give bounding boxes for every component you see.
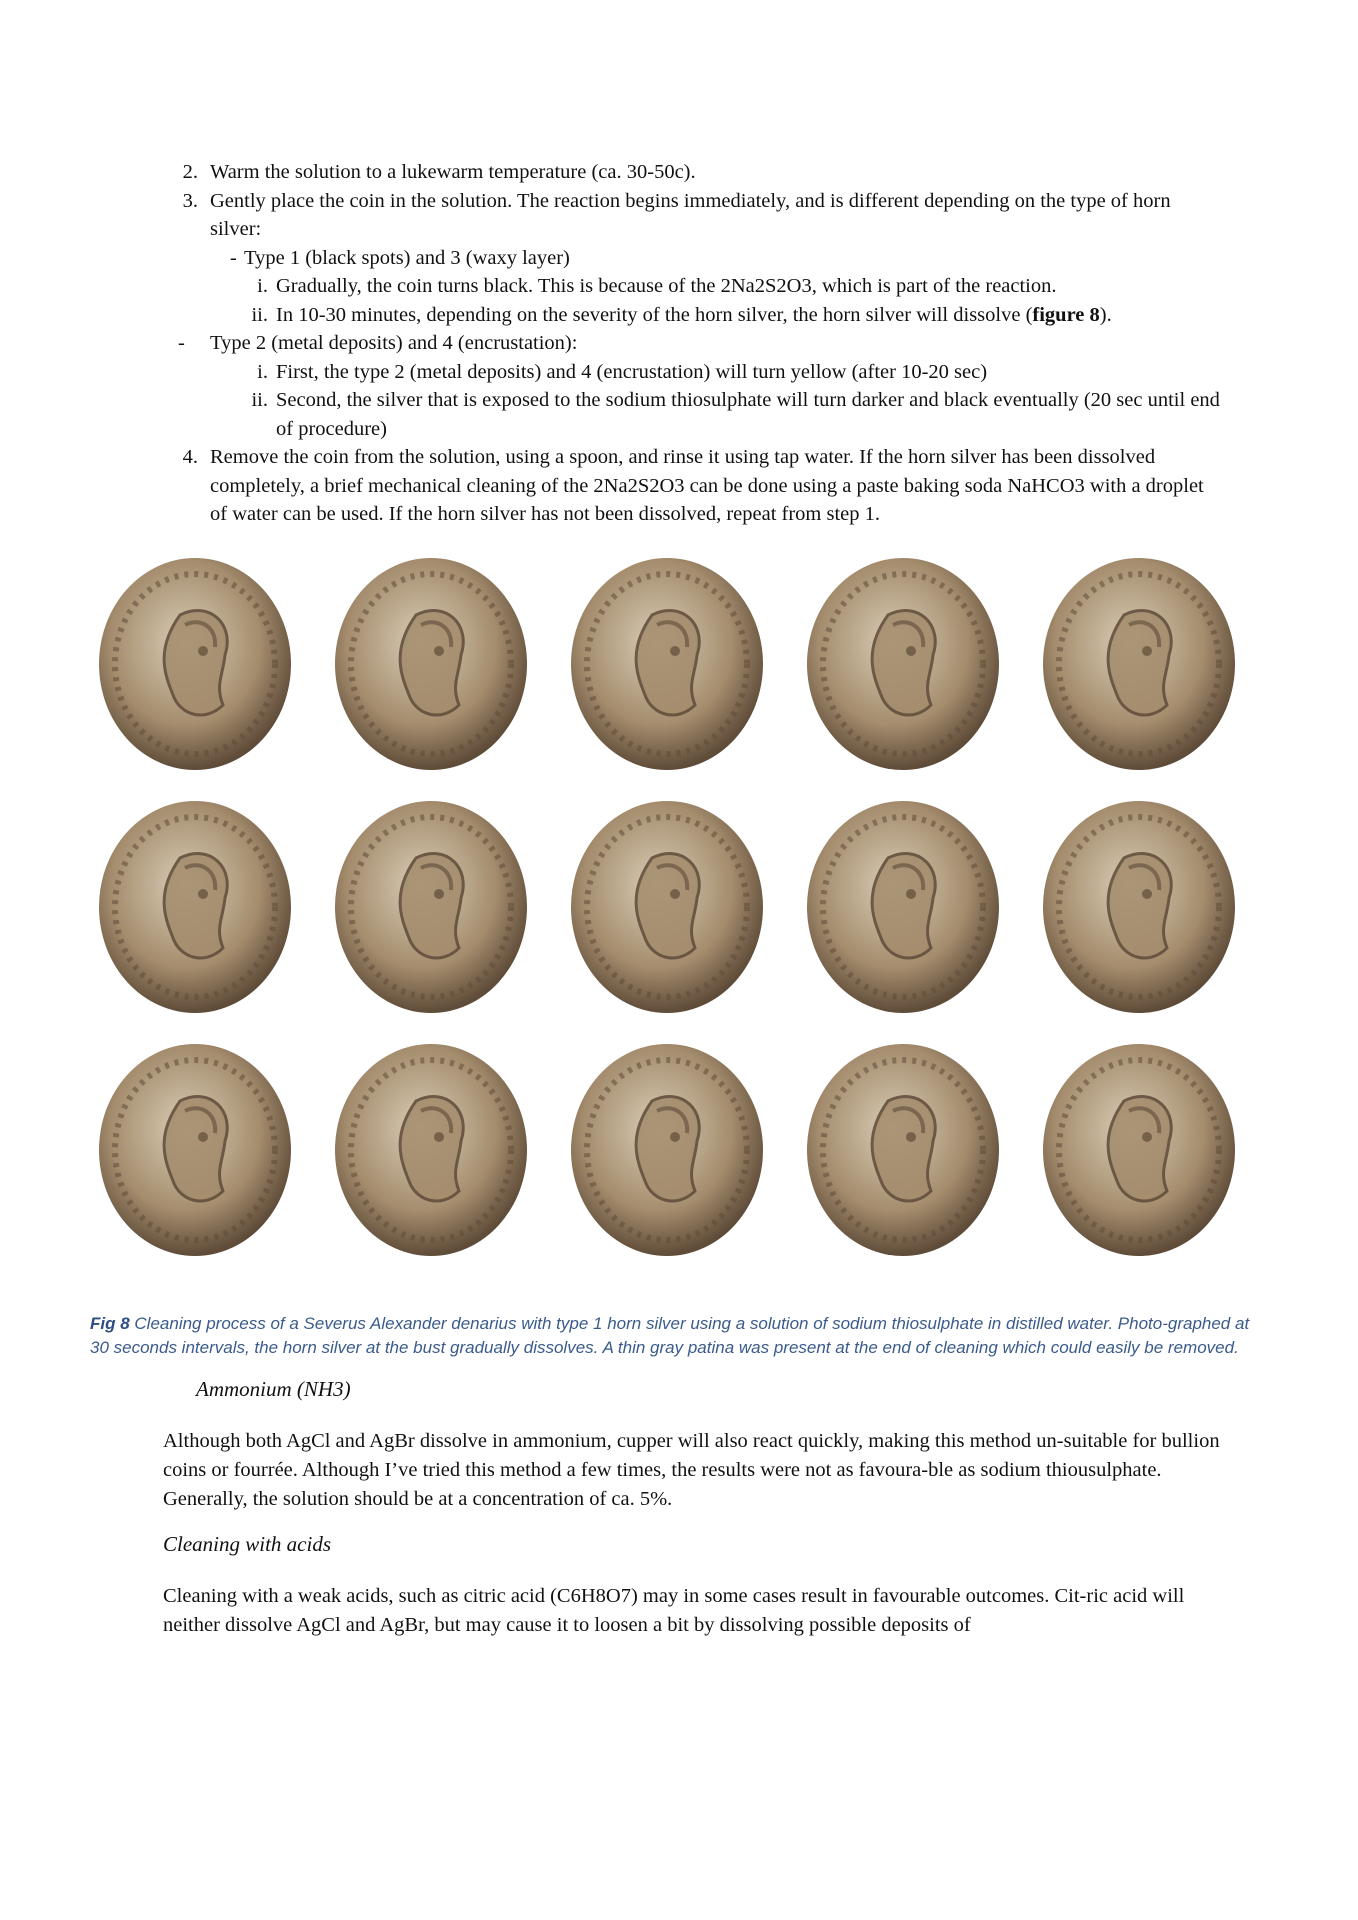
coin-photo [1039, 798, 1239, 1016]
coin-photo-grid [95, 555, 1280, 1285]
coin-image [1039, 1041, 1239, 1259]
coin-photo [331, 798, 531, 1016]
dash-bullet: - [178, 332, 185, 354]
procedure-steps [160, 158, 1220, 529]
coin-photo [95, 1041, 295, 1259]
coin-photo [567, 1041, 767, 1259]
substep-text: Type 2 (metal deposits) and 4 (encrustation): [210, 332, 578, 354]
coin-image [331, 1041, 531, 1259]
caption-label: Fig 8 [90, 1314, 130, 1333]
coin-photo [1039, 555, 1239, 773]
step-text: Warm the solution to a lukewarm temperature (ca. 30-50c). [210, 161, 696, 183]
coin-photo [567, 798, 767, 1016]
coin-image [803, 798, 1003, 1016]
coin-image [331, 555, 531, 773]
coin-image [567, 555, 767, 773]
coin-photo [331, 1041, 531, 1259]
roman-numeral: i. [257, 275, 268, 297]
coin-image [567, 1041, 767, 1259]
step-number: 3. [182, 189, 198, 212]
substep-text: Second, the silver that is exposed to the sodium thiosulphate will turn darker and black eventually (20 sec until end of procedure) [276, 389, 1220, 440]
substep-item [160, 358, 1220, 387]
roman-numeral: ii. [251, 389, 268, 411]
step-text: Gently place the coin in the solution. The reaction begins immediately, and is different depending on the type of horn silver: [210, 189, 1171, 240]
section-heading-ammonium: Ammonium (NH3) [196, 1377, 351, 1401]
coin-image [1039, 555, 1239, 773]
caption-text: Cleaning process of a Severus Alexander denarius with type 1 horn silver using a solution of sodium thiosulphate in distilled water. Photo-graphed at 30 seconds intervals, the horn silver at the bust gradually dissolves. A thin gray patina was present at the end of cleaning which could easily be removed. [90, 1314, 1250, 1357]
step-text: Remove the coin from the solution, using a spoon, and rinse it using tap water. If the horn silver has been dissolved completely, a brief mechanical cleaning of the 2Na2S2O3 can be done using a paste baking soda NaHCO3 with a droplet of water can be used. If the horn silver has not been dissolved, repeat from step 1. [210, 446, 1204, 525]
ammonium-paragraph: Although both AgCl and AgBr dissolve in ammonium, cupper will also react quickly, making this method un-suitable for bullion coins or fourrée. Although I’ve tried this method a few times, the results were not as favoura-ble as sodium thiousulphate. Generally, the solution should be at a concentration of ca. 5%. [163, 1430, 1220, 1510]
acids-paragraph: Cleaning with a weak acids, such as citric acid (C6H8O7) may in some cases result in favourable outcomes. Cit-ric acid will neither dissolve AgCl and AgBr, but may cause it to loosen a bit by dissolving possible deposits of [163, 1585, 1185, 1636]
step-number: 4. [182, 446, 198, 468]
substep-text: In 10-30 minutes, depending on the severity of the horn silver, the horn silver will dissolve (figure 8). [276, 303, 1112, 326]
coin-image [95, 555, 295, 773]
coin-photo [803, 555, 1003, 773]
step-2 [160, 158, 1220, 187]
coin-image [95, 798, 295, 1016]
substep-item [160, 386, 1220, 443]
coin-image [803, 1041, 1003, 1259]
substep-text: First, the type 2 (metal deposits) and 4 (encrustation) will turn yellow (after 10-20 sec) [276, 360, 988, 383]
coin-photo [95, 555, 295, 773]
figure-reference: figure 8 [1032, 303, 1100, 326]
figure-caption [90, 1312, 1270, 1360]
substep-type-1-3 [160, 244, 1220, 273]
coin-photo [331, 555, 531, 773]
coin-image [803, 555, 1003, 773]
coin-photo [95, 798, 295, 1016]
substep-text: Type 1 (black spots) and 3 (waxy layer) [244, 246, 570, 269]
step-3 [160, 187, 1220, 244]
coin-photo [803, 1041, 1003, 1259]
substep-item [160, 301, 1220, 330]
substep-type-2-4 [160, 329, 1220, 358]
coin-photo [803, 798, 1003, 1016]
coin-image [331, 798, 531, 1016]
substep-text: Gradually, the coin turns black. This is because of the 2Na2S2O3, which is part of the reaction. [276, 275, 1057, 297]
roman-numeral: i. [257, 360, 268, 383]
section-heading-acids: Cleaning with acids [163, 1532, 331, 1556]
step-4 [160, 443, 1220, 529]
dash-bullet: - [230, 246, 237, 269]
substep-item [160, 272, 1220, 301]
coin-image [567, 798, 767, 1016]
coin-photo [1039, 1041, 1239, 1259]
coin-image [1039, 798, 1239, 1016]
coin-photo [567, 555, 767, 773]
roman-numeral: ii. [251, 303, 268, 326]
step-number: 2. [182, 161, 198, 183]
coin-image [95, 1041, 295, 1259]
